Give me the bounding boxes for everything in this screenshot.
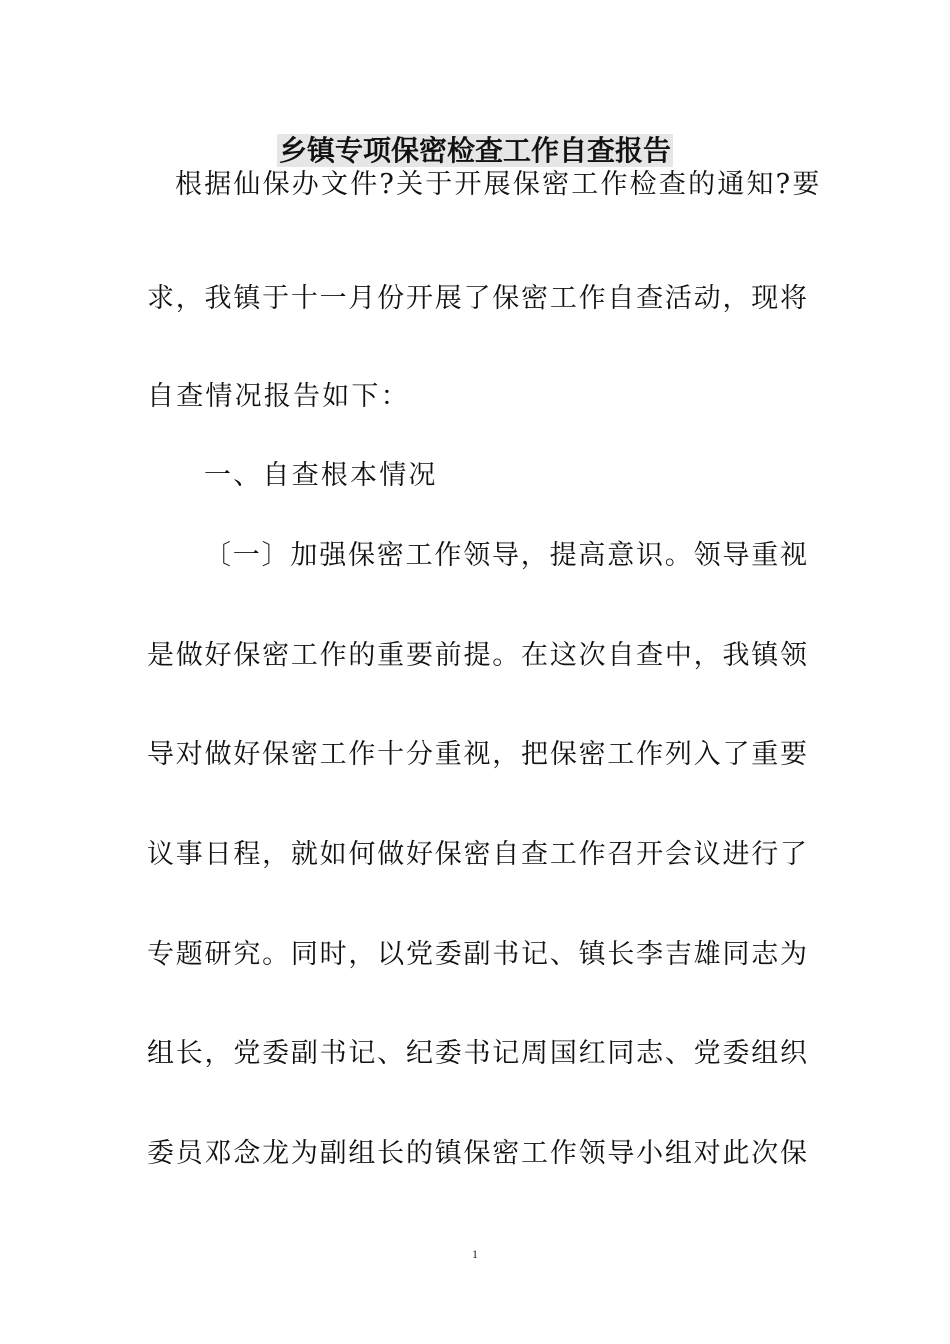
paragraph-line-2: 求，我镇于十一月份开展了保密工作自查活动，现将 (147, 283, 807, 314)
paragraph-line-8: 议事日程，就如何做好保密自查工作召开会议进行了 (147, 839, 807, 870)
paragraph-line-11: 委员邓念龙为副组长的镇保密工作领导小组对此次保 (147, 1138, 807, 1169)
paragraph-line-7: 导对做好保密工作十分重视，把保密工作列入了重要 (147, 739, 807, 770)
document-title-text: 乡镇专项保密检查工作自查报告 (278, 134, 671, 167)
paragraph-line-10: 组长，党委副书记、纪委书记周国红同志、党委组织 (147, 1038, 807, 1069)
paragraph-line-9: 专题研究。同时，以党委副书记、镇长李吉雄同志为 (147, 939, 807, 970)
paragraph-line-6: 是做好保密工作的重要前提。在这次自查中，我镇领 (147, 640, 807, 671)
section-heading-1: 一、自查根本情况 (204, 460, 438, 491)
paragraph-line-1: 根据仙保办文件?关于开展保密工作检查的通知?要 (175, 169, 822, 200)
page-number: 1 (472, 1247, 478, 1261)
paragraph-line-5: 〔一〕加强保密工作领导，提高意识。领导重视 (204, 540, 807, 571)
paragraph-line-3: 自查情况报告如下： (147, 381, 410, 412)
